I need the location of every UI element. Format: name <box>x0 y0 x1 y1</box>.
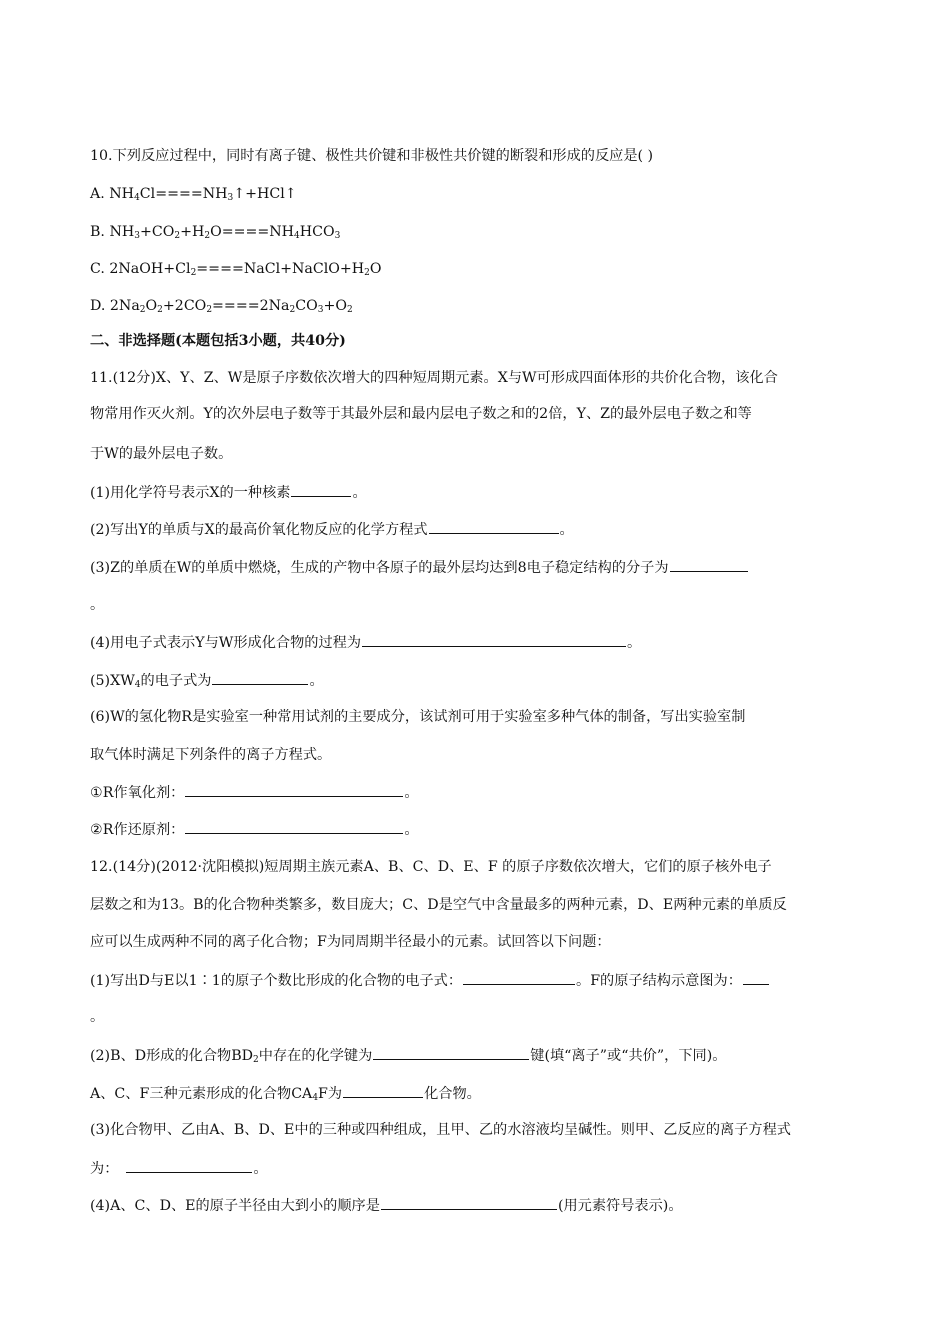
section-2-title: 二、非选择题(本题包括3小题，共40分) <box>90 333 346 349</box>
q12-part-3-line-1: (3)化合物甲、乙由A、B、D、E中的三种或四种组成，且甲、乙的水溶液均呈碱性。则甲、乙反应的离子方程式 <box>90 1122 791 1138</box>
answer-blank[interactable] <box>185 782 403 797</box>
q11-part-3: (3)Z的单质在W的单质中燃烧，生成的产物中各原子的最外层均达到8电子稳定结构的分子为 <box>90 557 749 577</box>
q11-stem-line-2: 物常用作灭火剂。Y的次外层电子数等于其最外层和最内层电子数之和的2倍，Y、Z的最外层电子数之和等 <box>90 406 752 422</box>
answer-blank[interactable] <box>429 519 559 534</box>
q10-option-a: A. $NH_4Cl====NH_3↑+HCl↑$ <box>90 186 297 203</box>
q12-stem-line-2: 层数之和为13。B的化合物种类繁多，数目庞大；C、D是空气中含量最多的两种元素，D、E两种元素的单质反 <box>90 897 787 913</box>
q12-part-2: (2)B、D形成的化合物$BD_2$中存在的化学键为 键(填“离子”或“共价”，下同)。 <box>90 1045 726 1065</box>
answer-blank[interactable] <box>743 970 769 985</box>
answer-blank[interactable] <box>291 482 351 497</box>
answer-blank[interactable] <box>463 970 575 985</box>
q11-part-6-1: ①R作氧化剂： 。 <box>90 782 419 802</box>
answer-blank[interactable] <box>381 1195 557 1210</box>
q12-part-3-line-2: 为： 。 <box>90 1158 268 1178</box>
answer-blank[interactable] <box>343 1083 423 1098</box>
answer-blank[interactable] <box>362 632 626 647</box>
answer-blank[interactable] <box>670 557 748 572</box>
q10-stem: 10.下列反应过程中，同时有离子键、极性共价键和非极性共价键的断裂和形成的反应是( ) <box>90 148 654 164</box>
q11-stem-line-1: 11.(12分)X、Y、Z、W是原子序数依次增大的四种短周期元素。X与W可形成四面体形的共价化合物，该化合 <box>90 370 778 386</box>
answer-blank[interactable] <box>373 1045 529 1060</box>
q10-option-b: B. $NH_3+CO_2+H_2O====NH_4HCO_3$ <box>90 224 341 241</box>
answer-blank[interactable] <box>126 1158 252 1173</box>
q12-stem-line-1: 12.(14分)(2012·沈阳模拟)短周期主族元素A、B、C、D、E、F 的原子序数依次增大，它们的原子核外电子 <box>90 859 772 875</box>
q10-option-c: C. $2NaOH+Cl_2====NaCl+NaClO+H_2O$ <box>90 261 382 278</box>
q11-part-3-end: 。 <box>90 597 105 613</box>
q11-part-2: (2)写出Y的单质与X的最高价氧化物反应的化学方程式 。 <box>90 519 574 539</box>
q11-part-5: $(5)XW_4$的电子式为 。 <box>90 670 324 690</box>
q10-option-d: D. $2Na_2O_2+2CO_2====2Na_2CO_3+O_2$ <box>90 298 353 315</box>
q11-part-1: (1)用化学符号表示X的一种核素 。 <box>90 482 367 502</box>
q11-part-4: (4)用电子式表示Y与W形成化合物的过程为 。 <box>90 632 641 652</box>
q12-part-2-cont: A、C、F三种元素形成的化合物$CA_4F$为 化合物。 <box>90 1083 481 1103</box>
q11-stem-line-3: 于W的最外层电子数。 <box>90 446 233 462</box>
q11-part-6-2: ②R作还原剂： 。 <box>90 819 419 839</box>
answer-blank[interactable] <box>212 670 308 685</box>
q12-stem-line-3: 应可以生成两种不同的离子化合物；F为同周期半径最小的元素。试回答以下问题： <box>90 934 611 950</box>
q12-part-1: (1)写出D与E以1∶1的原子个数比形成的化合物的电子式： 。F的原子结构示意图为： <box>90 970 770 990</box>
q11-part-6-line-1: (6)W的氢化物R是实验室一种常用试剂的主要成分，该试剂可用于实验室多种气体的制备，写出实验室制 <box>90 709 746 725</box>
q12-part-4: (4)A、C、D、E的原子半径由大到小的顺序是 (用元素符号表示)。 <box>90 1195 683 1215</box>
answer-blank[interactable] <box>185 819 403 834</box>
q11-part-6-line-2: 取气体时满足下列条件的离子方程式。 <box>90 747 332 763</box>
q12-part-1-end: 。 <box>90 1009 105 1025</box>
